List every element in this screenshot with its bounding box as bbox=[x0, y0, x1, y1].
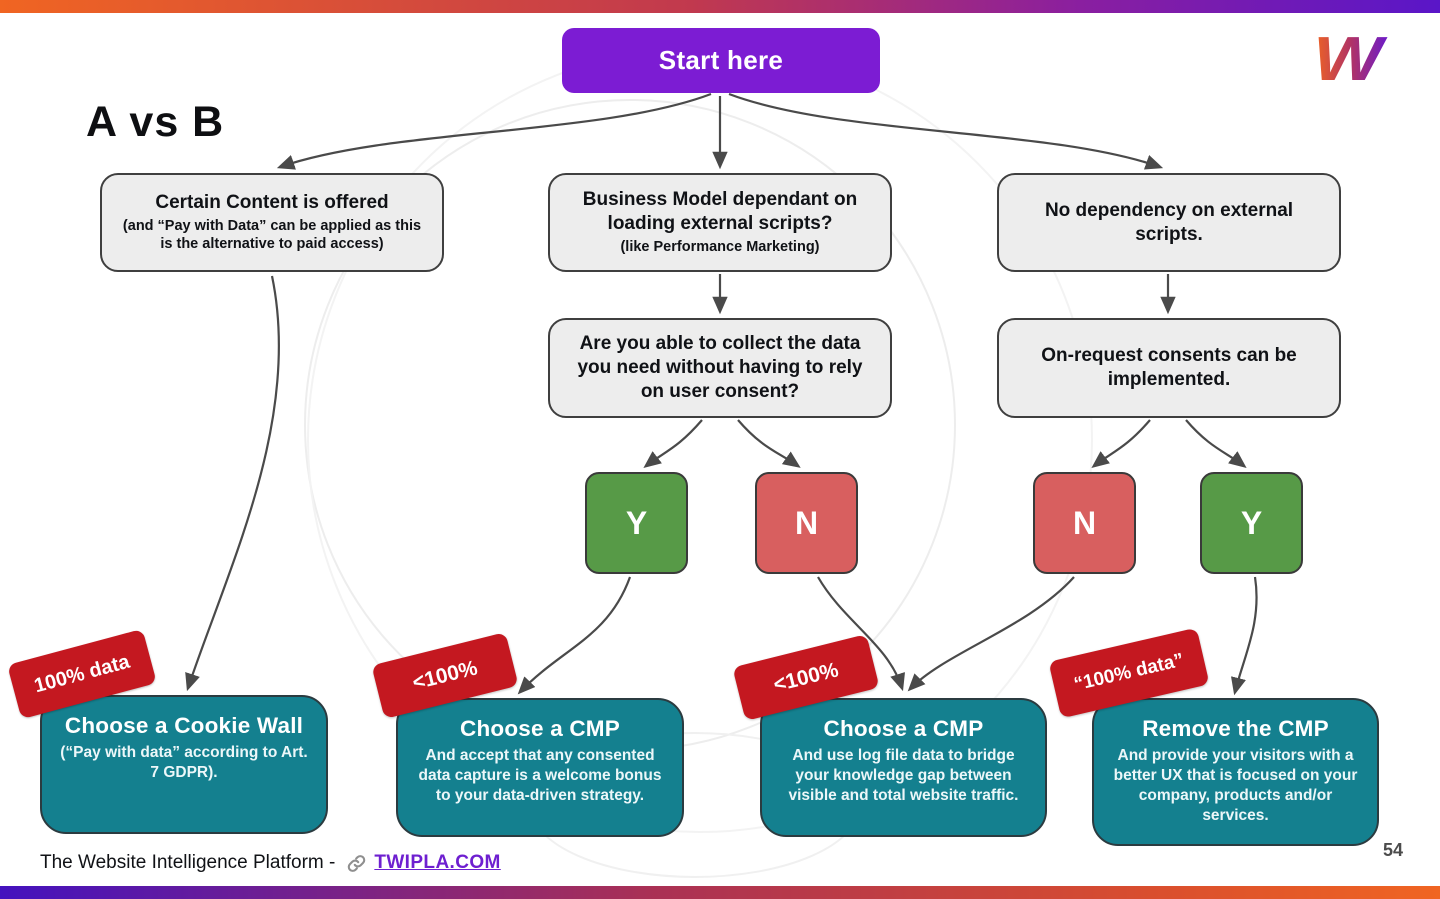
footer bbox=[40, 852, 501, 874]
start-here-node bbox=[562, 28, 880, 93]
link-icon bbox=[346, 853, 367, 874]
node-no-dependency bbox=[997, 173, 1341, 272]
twipla-link[interactable]: TWIPLA.COM bbox=[374, 852, 501, 873]
decision-label: N bbox=[794, 504, 819, 541]
node-title: No dependency on external scripts. bbox=[1044, 199, 1294, 245]
outcome-cookie-wall bbox=[40, 695, 328, 834]
outcome-title: Choose a CMP bbox=[460, 716, 620, 741]
decision-no-2 bbox=[1033, 472, 1136, 574]
outcome-title: Remove the CMP bbox=[1142, 716, 1329, 741]
node-certain-content bbox=[100, 173, 444, 272]
badge-label: <100% bbox=[410, 655, 480, 695]
badge-label: 100% data bbox=[31, 650, 132, 697]
arrow-right-to-yes bbox=[1186, 420, 1244, 466]
badge-label: “100% data” bbox=[1071, 649, 1186, 696]
outcome-title: Choose a Cookie Wall bbox=[64, 713, 304, 738]
node-on-request-consents bbox=[997, 318, 1341, 418]
decision-yes-1 bbox=[585, 472, 688, 574]
start-here-label: Start here bbox=[658, 45, 784, 75]
decision-label: Y bbox=[625, 504, 648, 541]
outcome-body: And accept that any consented data capture is a welcome bonus to your data-driven strategy. bbox=[418, 746, 662, 805]
arrow-no2-to-outcome3 bbox=[910, 577, 1074, 689]
node-subtitle: (like Performance Marketing) bbox=[620, 238, 820, 255]
outcome-cmp-logfile bbox=[760, 698, 1047, 837]
page-title: A vs B bbox=[86, 98, 225, 146]
decision-yes-2 bbox=[1200, 472, 1303, 574]
arrow-start-to-left bbox=[280, 94, 711, 167]
decision-no-1 bbox=[755, 472, 858, 574]
svg-text:W: W bbox=[1318, 25, 1383, 88]
decision-label: Y bbox=[1240, 504, 1263, 541]
arrow-mid-to-yes bbox=[646, 420, 702, 466]
node-title: On-request consents can be implemented. bbox=[1041, 345, 1297, 390]
outcome-cmp-consented bbox=[396, 698, 684, 837]
arrow-yes1-to-outcome2 bbox=[520, 577, 630, 692]
decision-label: N bbox=[1072, 504, 1097, 541]
arrow-left-to-outcome1 bbox=[188, 276, 279, 688]
twipla-logo bbox=[1318, 24, 1410, 88]
arrow-mid-to-no bbox=[738, 420, 798, 466]
node-title: Are you able to collect the data you need without having to rely on user consent? bbox=[577, 333, 863, 402]
twipla-w-icon bbox=[1318, 24, 1410, 88]
node-collect-without-consent bbox=[548, 318, 892, 418]
bottom-gradient-bar bbox=[0, 886, 1440, 899]
badge-label: <100% bbox=[771, 657, 841, 697]
outcome-body: And provide your visitors with a better UX that is focused on your company, products and/or services. bbox=[1113, 746, 1358, 825]
arrow-start-to-right bbox=[729, 94, 1160, 167]
node-title: Certain Content is offered bbox=[155, 191, 389, 213]
arrow-right-to-no bbox=[1094, 420, 1150, 466]
footer-text: The Website Intelligence Platform - bbox=[40, 852, 336, 873]
top-gradient-bar bbox=[0, 0, 1440, 13]
outcome-title: Choose a CMP bbox=[823, 716, 984, 741]
node-subtitle: (and “Pay with Data” can be applied as this is the alternative to paid access) bbox=[122, 217, 422, 253]
node-business-model bbox=[548, 173, 892, 272]
arrow-yes2-to-outcome4 bbox=[1235, 577, 1257, 692]
page-number: 54 bbox=[1383, 840, 1404, 860]
node-title: Business Model dependant on loading external scripts? bbox=[582, 189, 858, 235]
outcome-body: (“Pay with data” according to Art. 7 GDPR). bbox=[60, 743, 308, 782]
outcome-body: And use log file data to bridge your knowledge gap between visible and total website traffic. bbox=[788, 746, 1019, 805]
outcome-remove-cmp bbox=[1092, 698, 1379, 846]
